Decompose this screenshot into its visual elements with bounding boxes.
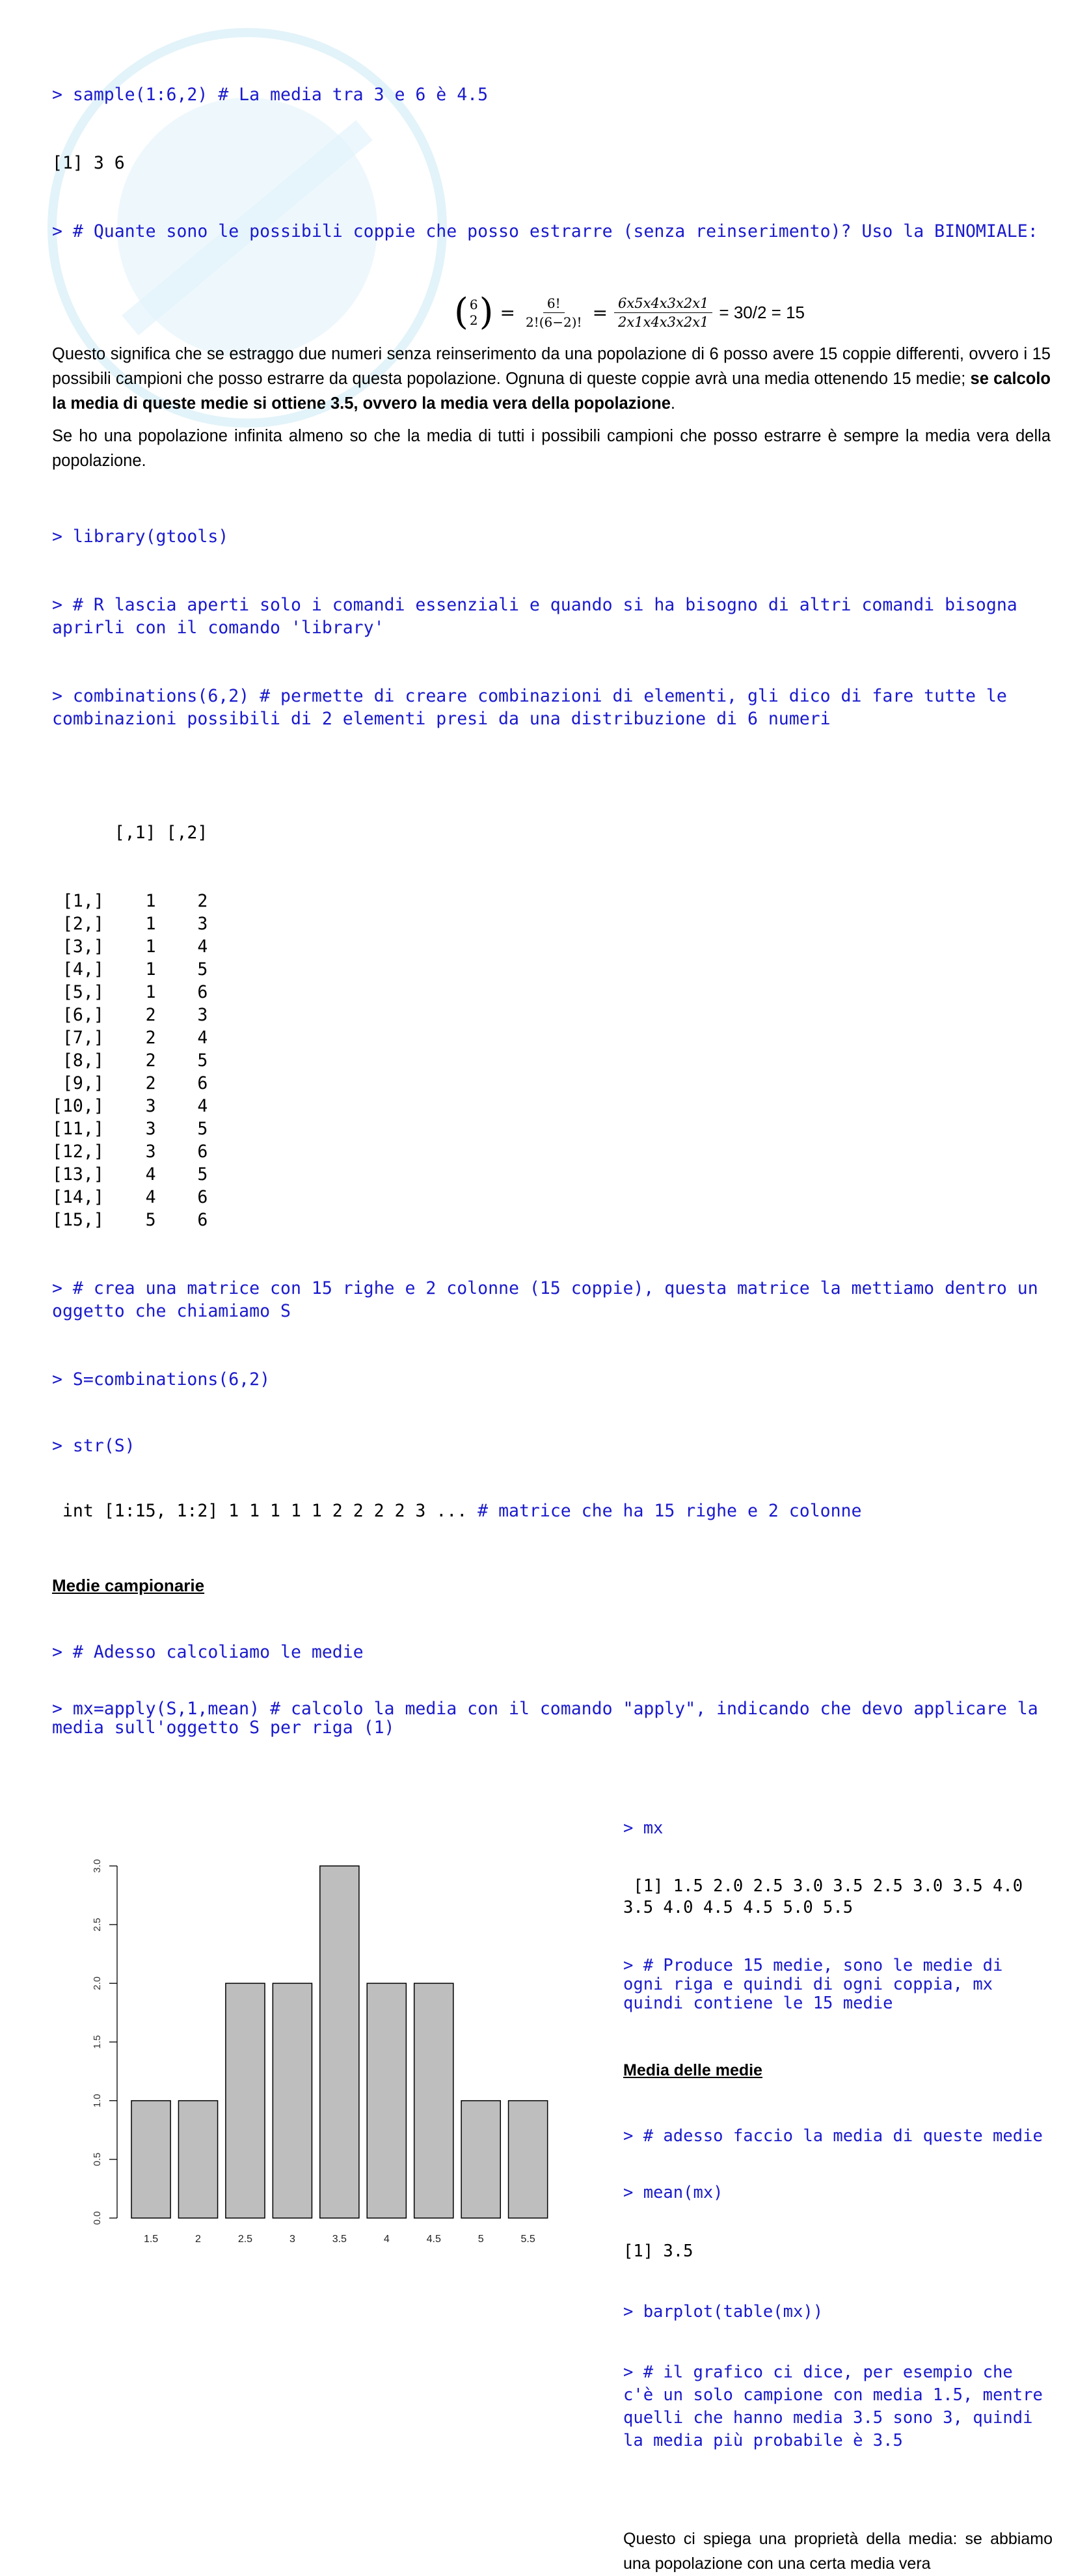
code-line: > # R lascia aperti solo i comandi essenziali e quando si ha bisogno di altri comandi bisogna aprirli con il comando 'library' [52,595,1028,638]
code-line: > # Quante sono le possibili coppie che posso estrarre (senza reinserimento)? Uso la BINOMIALE: [52,221,1038,241]
bar-4.5 [414,1983,453,2218]
matrix-row: [14,] 4 6 [52,1187,208,1207]
x-tick-label: 2 [195,2234,201,2245]
code-line: > mx [623,1818,664,1838]
x-tick-label: 1.5 [143,2234,159,2245]
code-block-apply [52,1605,1051,1775]
bar-5.5 [509,2101,548,2218]
output-text: int [1:15, 1:2] 1 1 1 1 1 2 2 2 2 3 ... [52,1501,478,1521]
heading-media-delle-medie: Media delle medie [623,2061,762,2079]
code-line: > mx=apply(S,1,mean) # calcolo la media con il comando "apply", indicando che devo applicare la media sull'oggetto S per riga (1) [52,1699,1049,1738]
matrix-row: [5,] 1 6 [52,982,208,1002]
code-block-sample [52,38,1051,288]
combinations-matrix [52,776,1051,1231]
fraction-expanded [614,294,712,331]
code-line: > # adesso faccio la media di queste medie [623,2126,1043,2146]
y-tick-label: 2.5 [92,1917,103,1932]
matrix-row: [13,] 4 5 [52,1164,208,1185]
bar-3.5 [320,1866,359,2218]
right-column-notes [623,1775,1053,2576]
code-line: > library(gtools) [52,527,229,547]
matrix-row: [6,] 2 3 [52,1005,208,1025]
code-block-mean [623,2089,1053,2490]
binom-k: 2 [469,312,478,328]
barplot-svg [52,1775,585,2269]
paragraph-explanation [52,342,1051,416]
paragraph-text: Questo significa che se estraggo due numeri senza reinserimento da una popolazione di 6 posso avere 15 coppie differenti, ovvero i 15 possibili campioni che posso estrarre da questa popolazione. Ognuna di queste coppie avrà una media ottenendo 15 medie; [52,345,1051,388]
code-line: > # Adesso calcoliamo le medie [52,1642,364,1662]
fraction-denominator: 2!(6−2)! [525,314,582,330]
fraction-factorial [522,294,586,331]
code-line: > combinations(6,2) # permette di creare combinazioni di elementi, gli dico di fare tutte le combinazioni possibili di 2 elementi presi da una distribuzione di 6 numeri [52,686,1017,729]
binomial-formula [208,288,1051,336]
paragraph-end: . [670,394,676,413]
code-line: > str(S) [52,1436,135,1456]
bar-4 [367,1983,406,2218]
matrix-row: [1,] 1 2 [52,891,208,911]
matrix-row: [4,] 1 5 [52,959,208,980]
matrix-row: [11,] 3 5 [52,1119,208,1139]
x-tick-label: 3.5 [332,2234,347,2245]
output-comment: # matrice che ha 15 righe e 2 colonne [477,1501,862,1521]
x-tick-label: 3 [289,2234,295,2245]
code-line: > sample(1:6,2) # La media tra 3 e 6 è 4.5 [52,85,489,105]
heading-medie-campionarie: Medie campionarie [52,1576,205,1595]
bar-1.5 [131,2101,170,2218]
matrix-row: [8,] 2 5 [52,1050,208,1071]
bar-5 [461,2101,500,2218]
code-block-str [52,1231,1051,1567]
paragraph-property: Questo ci spiega una proprietà della media: se abbiamo una popolazione con una certa media vera [623,2530,1053,2573]
formula-result: = 30/2 = 15 [719,302,805,322]
code-line: > S=combinations(6,2) [52,1369,271,1390]
y-tick-label: 1.0 [92,2094,103,2108]
y-tick-label: 3.0 [92,1859,103,1873]
matrix-header: [,1] [,2] [52,823,208,843]
code-line: > barplot(table(mx)) [623,2302,824,2322]
equals-sign: = [500,301,515,323]
x-tick-label: 5 [477,2234,484,2245]
chart-and-notes [52,1775,1053,2573]
paragraph-infinite-population: Se ho una popolazione infinita almeno so che la media di tutti i possibili campioni che posso estrarre è sempre la media vera della popolazione. [52,427,1051,470]
x-tick-label: 2.5 [237,2234,253,2245]
document-page [52,38,1053,2573]
bar-2.5 [226,1983,265,2218]
matrix-row: [10,] 3 4 [52,1096,208,1116]
code-line: > # il grafico ci dice, per esempio che c'è un solo campione con media 1.5, mentre quelli che hanno media 3.5 sono 3, quindi la media più probabile è 3.5 [623,2363,1053,2450]
fraction-numerator: 6! [543,294,565,313]
fraction-numerator: 6x5x4x3x2x1 [614,294,712,313]
output-line: [1] 1.5 2.0 2.5 3.0 3.5 2.5 3.0 3.5 4.0 3.5 4.0 4.5 4.5 5.0 5.5 [623,1876,1033,1917]
matrix-row: [7,] 2 4 [52,1028,208,1048]
code-line: > mean(mx) [623,2183,723,2202]
fraction-denominator: 2x1x4x3x2x1 [618,314,709,330]
matrix-row: [9,] 2 6 [52,1073,208,1093]
x-tick-label: 4 [383,2234,390,2245]
output-line: [1] 3.5 [623,2241,693,2261]
y-tick-label: 2.0 [92,1976,103,1990]
x-tick-label: 5.5 [520,2234,535,2245]
code-block-combinations [52,480,1051,776]
matrix-row: [3,] 1 4 [52,937,208,957]
code-line: > # crea una matrice con 15 righe e 2 colonne (15 coppie), questa matrice la mettiamo dentro un oggetto che chiamiamo S [52,1278,1049,1321]
x-tick-label: 4.5 [426,2234,441,2245]
matrix-row: [2,] 1 3 [52,914,208,934]
code-block-mx [623,1781,1053,2051]
paragraph-bold-text: se calcolo la media di queste medie si ottiene 3.5, ovvero la media vera della popolazione [52,370,1051,413]
bar-2 [178,2101,217,2218]
output-line [52,1501,1051,1521]
y-tick-label: 0.5 [92,2152,103,2167]
code-line: > # Produce 15 medie, sono le medie di ogni riga e quindi di ogni coppia, mx quindi contiene le 15 medie [623,1956,1013,2013]
barplot-chart [52,1775,585,2269]
matrix-row: [12,] 3 6 [52,1142,208,1162]
bar-3 [273,1983,312,2218]
equals-sign: = [592,301,608,323]
binomial-coefficient: ( 6 2 ) [454,291,494,333]
output-line: [1] 3 6 [52,153,125,173]
y-tick-label: 1.5 [92,2035,103,2049]
matrix-row: [15,] 5 6 [52,1210,208,1230]
y-tick-label: 0.0 [92,2211,103,2225]
binom-n: 6 [469,297,478,312]
